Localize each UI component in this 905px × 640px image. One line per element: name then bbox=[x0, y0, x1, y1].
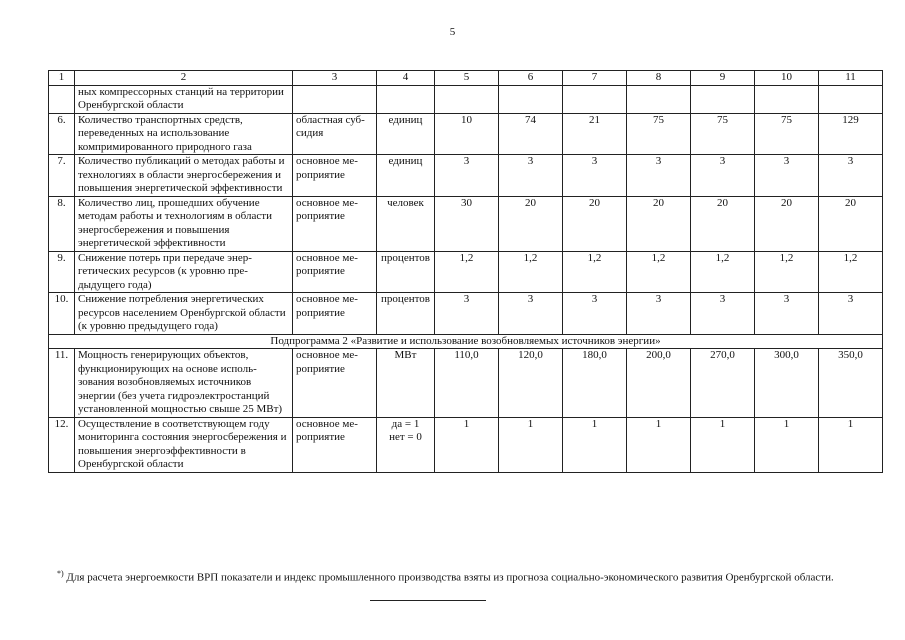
value-cell: 3 bbox=[627, 155, 691, 197]
value-cell: 1,2 bbox=[819, 251, 883, 293]
table-row bbox=[49, 417, 883, 472]
col-header: 7 bbox=[563, 71, 627, 86]
value-cell: 10 bbox=[435, 113, 499, 155]
value-cell: 270,0 bbox=[691, 349, 755, 418]
value-cell: 3 bbox=[435, 155, 499, 197]
footnote bbox=[57, 567, 879, 585]
type-cell: основное мероприятие bbox=[293, 155, 377, 197]
value-cell: 3 bbox=[755, 293, 819, 335]
value-cell: 20 bbox=[819, 196, 883, 251]
unit-line: да = 1 bbox=[391, 417, 420, 430]
value-cell: 20 bbox=[755, 196, 819, 251]
footnote-text: Для расчета энергоемкости ВРП показатели и индекс промышленного производства взяты из прогноза социально-экономического развития Оренбургской области. bbox=[63, 571, 834, 584]
indicator-cell: Количество лиц, прошедших обучение методам работы и технологиям в области энергосбережения и повышения энергетической эффективности bbox=[75, 196, 293, 251]
value-cell: 300,0 bbox=[755, 349, 819, 418]
value-cell: 1,2 bbox=[627, 251, 691, 293]
value-cell: 3 bbox=[435, 293, 499, 335]
row-number: 7. bbox=[49, 155, 75, 197]
row-number: 12. bbox=[49, 417, 75, 472]
value-cell: 20 bbox=[691, 196, 755, 251]
indicator-cell: Количество публикаций о методах работы и технологиях в области энергосбережения и повышения энергетической эффективности bbox=[75, 155, 293, 197]
table-row bbox=[49, 349, 883, 418]
table-row bbox=[49, 113, 883, 155]
header-row bbox=[49, 71, 883, 86]
row-number: 10. bbox=[49, 293, 75, 335]
unit-cell: МВт bbox=[377, 349, 435, 418]
value-cell: 1 bbox=[563, 417, 627, 472]
row-number: 6. bbox=[49, 113, 75, 155]
indicators-table bbox=[48, 70, 883, 473]
col-header: 10 bbox=[755, 71, 819, 86]
value-cell: 3 bbox=[563, 293, 627, 335]
value-cell: 1 bbox=[819, 417, 883, 472]
value-cell: 1,2 bbox=[691, 251, 755, 293]
col-header: 2 bbox=[75, 71, 293, 86]
type-cell: основное мероприятие bbox=[293, 349, 377, 418]
unit-cell: процентов bbox=[377, 251, 435, 293]
value-cell: 1 bbox=[499, 417, 563, 472]
value-cell: 3 bbox=[499, 293, 563, 335]
indicator-cell: Мощность генерирующих объектов, функционирующих на основе использования возобновляемых источников энергии (без учета гидроэлектростанций установленной мощностью свыше 25 МВт) bbox=[75, 349, 293, 418]
type-cell: областная субсидия bbox=[293, 113, 377, 155]
value-cell: 3 bbox=[563, 155, 627, 197]
table-row-continued bbox=[49, 85, 883, 113]
type-cell: основное мероприятие bbox=[293, 251, 377, 293]
value-cell: 3 bbox=[755, 155, 819, 197]
row-number: 11. bbox=[49, 349, 75, 418]
value-cell: 75 bbox=[691, 113, 755, 155]
unit-cell: единиц bbox=[377, 113, 435, 155]
value-cell: 3 bbox=[691, 155, 755, 197]
subprogram-title: Подпрограмма 2 «Развитие и использование возобновляемых источников энергии» bbox=[49, 334, 883, 349]
type-cell: основное мероприятие bbox=[293, 293, 377, 335]
value-cell: 3 bbox=[819, 293, 883, 335]
value-cell: 3 bbox=[819, 155, 883, 197]
value-cell: 350,0 bbox=[819, 349, 883, 418]
type-cell: основное мероприятие bbox=[293, 196, 377, 251]
type-cell: основное мероприятие bbox=[293, 417, 377, 472]
col-header: 9 bbox=[691, 71, 755, 86]
value-cell: 120,0 bbox=[499, 349, 563, 418]
indicator-cell: ных компрессорных станций на территории Оренбургской области bbox=[75, 85, 293, 113]
unit-cell bbox=[377, 417, 435, 472]
table-row bbox=[49, 251, 883, 293]
unit-line: нет = 0 bbox=[389, 431, 422, 443]
value-cell: 110,0 bbox=[435, 349, 499, 418]
indicator-cell: Снижение потребления энергетических ресурсов населением Оренбургской области (к уровню предыдущего года) bbox=[75, 293, 293, 335]
indicator-cell: Снижение потерь при передаче энергетических ресурсов (к уровню предыдущего года) bbox=[75, 251, 293, 293]
col-header: 1 bbox=[49, 71, 75, 86]
value-cell: 1 bbox=[755, 417, 819, 472]
table-row bbox=[49, 196, 883, 251]
value-cell: 75 bbox=[627, 113, 691, 155]
value-cell: 1 bbox=[627, 417, 691, 472]
indicator-cell: Количество транспортных средств, переведенных на использование компримированного природного газа bbox=[75, 113, 293, 155]
value-cell: 1,2 bbox=[435, 251, 499, 293]
footnote-divider bbox=[370, 600, 486, 601]
value-cell: 1 bbox=[691, 417, 755, 472]
value-cell: 20 bbox=[627, 196, 691, 251]
unit-cell: единиц bbox=[377, 155, 435, 197]
value-cell: 3 bbox=[499, 155, 563, 197]
value-cell: 1,2 bbox=[499, 251, 563, 293]
value-cell: 21 bbox=[563, 113, 627, 155]
row-number: 9. bbox=[49, 251, 75, 293]
page-number: 5 bbox=[449, 26, 456, 38]
subprogram-row bbox=[49, 334, 883, 349]
value-cell: 75 bbox=[755, 113, 819, 155]
table-row bbox=[49, 155, 883, 197]
footnote-mark: *) bbox=[57, 569, 64, 578]
value-cell: 30 bbox=[435, 196, 499, 251]
value-cell: 74 bbox=[499, 113, 563, 155]
col-header: 8 bbox=[627, 71, 691, 86]
value-cell: 1,2 bbox=[755, 251, 819, 293]
col-header: 3 bbox=[293, 71, 377, 86]
unit-cell: человек bbox=[377, 196, 435, 251]
col-header: 6 bbox=[499, 71, 563, 86]
value-cell: 200,0 bbox=[627, 349, 691, 418]
indicator-cell: Осуществление в соответствующем году мониторинга состояния энергосбережения и повышения энергоэффективности в Оренбургской области bbox=[75, 417, 293, 472]
value-cell: 20 bbox=[499, 196, 563, 251]
col-header: 4 bbox=[377, 71, 435, 86]
value-cell: 3 bbox=[691, 293, 755, 335]
value-cell: 1 bbox=[435, 417, 499, 472]
row-number: 8. bbox=[49, 196, 75, 251]
value-cell: 3 bbox=[627, 293, 691, 335]
table-row bbox=[49, 293, 883, 335]
value-cell: 180,0 bbox=[563, 349, 627, 418]
unit-cell: процентов bbox=[377, 293, 435, 335]
col-header: 5 bbox=[435, 71, 499, 86]
value-cell: 1,2 bbox=[563, 251, 627, 293]
value-cell: 129 bbox=[819, 113, 883, 155]
value-cell: 20 bbox=[563, 196, 627, 251]
col-header: 11 bbox=[819, 71, 883, 86]
